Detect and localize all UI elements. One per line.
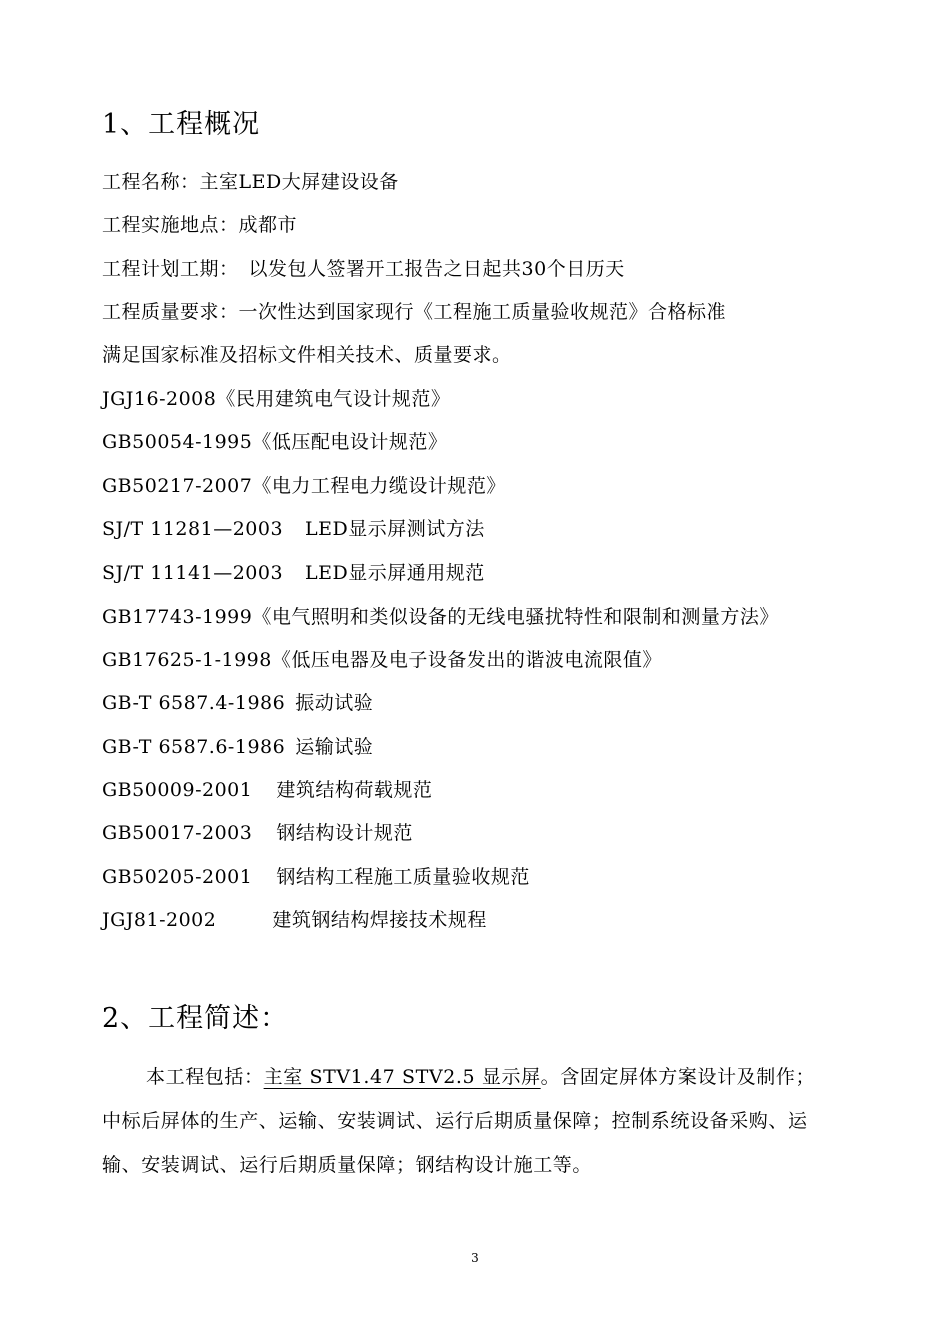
standard-code: GB50054-1995 — [102, 431, 253, 453]
standard-item — [102, 429, 447, 455]
standard-title: 钢结构工程施工质量验收规范 — [276, 866, 530, 888]
standard-code: GB-T 6587.4-1986 — [102, 692, 286, 714]
project-period-value: 以发包人签署开工报告之日起共30个日历天 — [248, 258, 625, 280]
standard-title: 建筑结构荷载规范 — [276, 779, 433, 801]
page-number: 3 — [471, 1251, 479, 1265]
standard-code: GB17625-1-1998 — [102, 649, 272, 671]
standard-item — [102, 777, 432, 803]
standard-item — [102, 907, 487, 933]
summary-rest: 。含固定屏体方案设计及制作；中标后屏体的生产、运输、安装调试、运行后期质量保障；控制系统设备采购、运输、安装调试、运行后期质量保障；钢结构设计施工等。 — [102, 1066, 816, 1176]
standard-item — [102, 647, 662, 673]
standard-code: GB17743-1999 — [102, 606, 253, 628]
project-location: 工程实施地点：成都市 — [102, 214, 298, 236]
standard-item — [102, 604, 779, 630]
standard-title: 《低压配电设计规范》 — [252, 431, 448, 453]
standard-item — [102, 516, 485, 542]
standard-code: GB50009-2001 — [102, 779, 253, 801]
standard-title: 建筑钢结构焊接技术规程 — [272, 909, 487, 931]
standard-title: 《电力工程电力缆设计规范》 — [252, 475, 506, 497]
standard-title: 《低压电器及电子设备发出的谐波电流限值》 — [271, 649, 662, 671]
standard-title: LED显示屏测试方法 — [305, 518, 485, 540]
standard-item — [102, 820, 413, 846]
standard-code: JGJ16-2008 — [102, 388, 217, 410]
standard-item — [102, 386, 450, 412]
section-1-heading: 1、工程概况 — [102, 109, 261, 140]
standard-code: GB50217-2007 — [102, 475, 253, 497]
standard-code: SJ/T 11141—2003 — [102, 562, 284, 584]
standard-code: GB-T 6587.6-1986 — [102, 736, 286, 758]
quality-requirement-line-1: 工程质量要求：一次性达到国家现行《工程施工质量验收规范》合格标准 — [102, 301, 727, 323]
standard-item — [102, 560, 485, 586]
standard-title: 钢结构设计规范 — [276, 822, 413, 844]
standard-item — [102, 734, 373, 760]
standard-code: SJ/T 11281—2003 — [102, 518, 284, 540]
standard-item — [102, 690, 373, 716]
standard-code: JGJ81-2002 — [102, 909, 217, 931]
project-period — [102, 256, 625, 282]
project-name: 工程名称：主室LED大屏建设设备 — [102, 171, 399, 193]
standard-title: 振动试验 — [295, 692, 374, 714]
standard-title: LED显示屏通用规范 — [305, 562, 485, 584]
standard-item — [102, 864, 530, 890]
standard-code: GB50205-2001 — [102, 866, 253, 888]
section-2-heading: 2、工程简述： — [102, 1003, 289, 1034]
project-period-label: 工程计划工期： — [102, 258, 239, 280]
project-summary-paragraph — [102, 1055, 832, 1187]
standard-title: 《民用建筑电气设计规范》 — [216, 388, 451, 410]
standard-title: 运输试验 — [295, 736, 374, 758]
summary-underlined-scope: 主室 STV1.47 STV2.5 显示屏 — [263, 1066, 541, 1088]
standard-item — [102, 473, 506, 499]
standard-title: 《电气照明和类似设备的无线电骚扰特性和限制和测量方法》 — [252, 606, 779, 628]
summary-prefix: 本工程包括： — [146, 1066, 264, 1088]
standard-code: GB50017-2003 — [102, 822, 253, 844]
quality-requirement-line-2: 满足国家标准及招标文件相关技术、质量要求。 — [102, 344, 512, 366]
